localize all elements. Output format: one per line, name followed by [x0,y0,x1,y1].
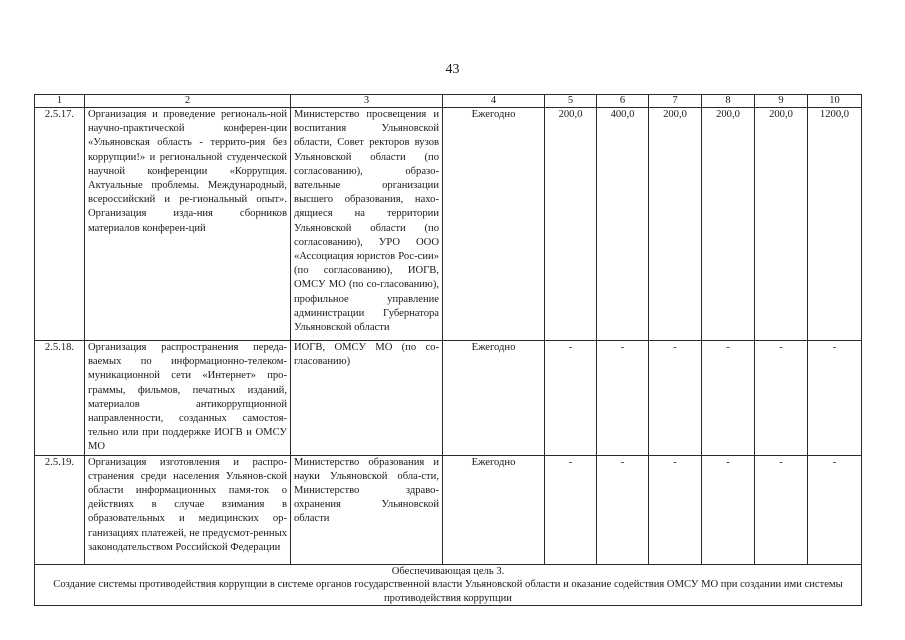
activity-cell: Организация изготовления и распро-странения среди населения Ульянов-ской области информационных памя-ток о действиях в случае взимания в образовательных и медицинских ор-ганизациях платежей, не предусмот-ренных законодательством Российской Федерации [85,455,291,564]
value-cell: - [702,341,755,456]
goal-heading: Обеспечивающая цель 3. [391,565,505,577]
column-header: 3 [291,95,443,108]
table-row [35,108,862,341]
column-header: 1 [35,95,85,108]
item-number: 2.5.17. [35,108,85,341]
page-number: 43 [445,62,460,77]
table-row [35,455,862,564]
goal-row [35,564,862,606]
column-header: 6 [597,95,649,108]
column-header: 7 [649,95,702,108]
activity-cell: Организация распространения переда-ваемых по информационно-телеком-муникационной сети «Интернет» про-граммы, фильмов, печатных изданий, материалов антикоррупционной направленности, созданных самостоя-тельно или при поддержке ИОГВ и ОМСУ МО [85,341,291,456]
value-cell: 400,0 [597,108,649,341]
period-cell: Ежегодно [443,455,545,564]
column-header: 5 [545,95,597,108]
column-header: 2 [85,95,291,108]
activity-cell: Организация и проведение региональ-ной научно-практической конферен-ции «Ульяновская область - террито-рия без коррупции!» и региональной студенческой научной конференции «Коррупция. Актуальные проблемы. Международный, всероссийский и ре-гиональный опыт». Организация изда-ния сборников материалов конферен-ций [85,108,291,341]
value-cell: - [545,455,597,564]
table-row [35,341,862,456]
value-cell: - [702,455,755,564]
item-number: 2.5.19. [35,455,85,564]
column-header: 9 [755,95,808,108]
column-header: 8 [702,95,755,108]
goal-cell [35,564,862,606]
program-table [34,94,862,606]
executor-cell: Министерство просвещения и воспитания Ульяновской области, Совет ректоров вузов Ульяновской области (по согласованию), образо-вательные организации высшего образования, нахо-дящиеся на территории Ульяновской области (по согласованию), УРО ООО «Ассоциация юристов Рос-сии» (по согласованию), ИОГВ, ОМСУ МО (по со-гласованию), профильное управление администрации Губернатора Ульяновской области [291,108,443,341]
value-cell: - [649,455,702,564]
value-cell: - [597,341,649,456]
value-cell: - [597,455,649,564]
value-cell: 200,0 [755,108,808,341]
column-header: 4 [443,95,545,108]
value-cell: - [755,341,808,456]
total-cell: 1200,0 [808,108,862,341]
value-cell: 200,0 [702,108,755,341]
column-header: 10 [808,95,862,108]
value-cell: 200,0 [545,108,597,341]
value-cell: 200,0 [649,108,702,341]
column-number-row [35,95,862,108]
total-cell: - [808,455,862,564]
value-cell: - [649,341,702,456]
value-cell: - [545,341,597,456]
period-cell: Ежегодно [443,341,545,456]
total-cell: - [808,341,862,456]
period-cell: Ежегодно [443,108,545,341]
item-number: 2.5.18. [35,341,85,456]
executor-cell: ИОГВ, ОМСУ МО (по со-гласованию) [291,341,443,456]
executor-cell: Министерство образования и науки Ульяновской обла-сти, Министерство здраво-охранения Ульяновской области [291,455,443,564]
value-cell: - [755,455,808,564]
goal-text: Создание системы противодействия коррупции в системе органов государственной власти Ульяновской области и оказание содействия ОМСУ МО при создании ими системы противодействия коррупции [53,579,843,604]
